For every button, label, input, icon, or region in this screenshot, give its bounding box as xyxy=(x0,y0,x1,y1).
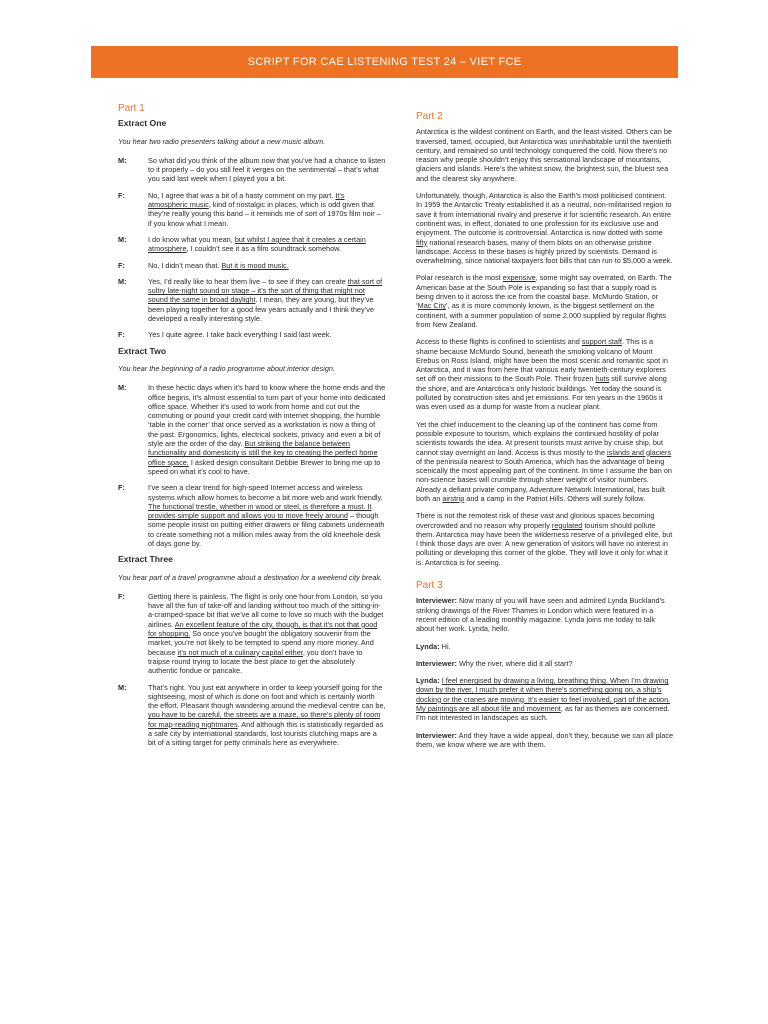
speaker-label: F: xyxy=(118,591,125,601)
speaker-label: M: xyxy=(118,155,127,165)
underlined-answer-text: regulated xyxy=(551,520,583,530)
speaker-label: Interviewer: xyxy=(416,658,457,668)
underlined-answer-text: that sort of sultry late-night sound on stage – it’s the sort of thing that might not sound the same in broad daylight xyxy=(148,276,383,305)
speaker-label: M: xyxy=(118,682,127,692)
script-text: Access to these flights is confined to scientists and xyxy=(416,337,582,347)
underlined-answer-text: Mac City xyxy=(417,301,447,311)
underlined-answer-text: airstrip xyxy=(442,493,465,503)
script-text: – though some people insist on putting either drawers or filing cabinets underneath to create something not a million miles away from the old kneehole desk of days gone by. xyxy=(148,511,385,548)
extract-two-turns xyxy=(118,383,386,548)
extract-two-intro: You hear the beginning of a radio programme about interior design. xyxy=(118,363,336,373)
speaker-label: F: xyxy=(118,190,125,200)
script-text: . I mean, they are young, but they’ve been playing together for a good few years actually and I think they’ve developed a really interesting style. xyxy=(148,295,374,324)
paragraph xyxy=(416,127,674,183)
script-text: I asked design consultant Debbie Brewer to bring me up to speed on what it’s cool to have. xyxy=(148,457,381,476)
speaker-label: M: xyxy=(118,276,127,286)
paragraph xyxy=(416,511,674,567)
dialogue-text xyxy=(148,277,386,323)
interview-turn xyxy=(416,659,674,668)
right-column xyxy=(416,112,674,757)
script-text: Unfortunately, though, Antarctica is also the Earth’s most politicised continent. In 1959 the Antarctic Treaty established it as a neutral, non-militarised region to save it from international rivalry and preserve it for scientific research. An entire continent was, in effect, donated to one profession for its exclusive use and enjoyment. The outcome is controversial. Antarctica is now dotted with some xyxy=(416,191,672,238)
dialogue-text xyxy=(148,483,386,548)
script-text: There is not the remotest risk of these vast and glorious spaces becoming overcrowded and no reason why properly xyxy=(416,511,655,530)
script-text: Getting there is painless. The flight is only one hour from London, so you have all the fun of take-off and landing without too much of the sitting-in-a-cramped-space bit that we’ve all come to love so much with the budget airlines. xyxy=(148,591,384,629)
script-text: , I couldn’t see it as a film soundtrack somehow. xyxy=(186,244,342,254)
interview-turn xyxy=(416,596,674,633)
dialogue-text xyxy=(148,191,386,228)
script-text: And they have a wide appeal, don’t they, because we can all place them, we know where we are with them. xyxy=(416,730,674,749)
underlined-answer-text: An excellent feature of the city, though, is that it’s not that good for shopping. xyxy=(148,619,378,639)
speaker-label: F: xyxy=(118,330,125,340)
script-text: Hi. xyxy=(439,641,451,651)
extract-three-turns xyxy=(118,592,386,748)
dialogue-text xyxy=(148,235,386,254)
dialogue-turn xyxy=(118,191,386,228)
script-text: tourism should pollute them. Antarctica may have been the wilderness reserve of a privileged elite, but I think those days are over. A new generation of visitors will have no interest in polluting or developing this corner of the globe. They will love it only for what it is. Antarctica is for seeing. xyxy=(416,520,673,567)
underlined-answer-text: expensive xyxy=(502,273,536,283)
underlined-answer-text: islands and glaciers xyxy=(607,447,672,457)
speaker-label: Lynda: xyxy=(416,676,440,686)
script-text: That’s right. You just eat anywhere in order to keep yourself going for the sightseeing, most of which is done on foot and which is certainly worth the effort. Pleasant though wandering around the medieval centre can be, xyxy=(148,682,386,711)
underlined-answer-text: support staff xyxy=(581,337,622,347)
script-text: of the peninsula nearest to South America, which has the advantage of being scenically the most appealing part of the continent. In time I assume the ban on non-science bases will crumble through sheer weight of visitor numbers. Already a defiant private company, Adventure Network International, has built both an xyxy=(416,456,672,503)
dialogue-turn xyxy=(118,156,386,184)
speaker-label: Interviewer: xyxy=(416,730,457,740)
part1-heading: Part 1 xyxy=(118,103,145,114)
script-text: ’, as it is more commonly known, is the biggest settlement on the continent, with a summer population of some 2,000 supplied by regular flights from New Zealand. xyxy=(416,301,666,329)
extract-three-intro: You hear part of a travel programme about a destination for a weekend city break. xyxy=(118,572,383,582)
script-text: national research bases, many of them blots on an otherwise pristine landscape. Access to these bases is highly prized by scientists. Demand is overwhelming, since national taxpayers foot bills that can run to $5,000 a week. xyxy=(416,237,673,266)
dialogue-turn xyxy=(118,235,386,254)
underlined-answer-text: huts xyxy=(595,374,610,384)
extract-three-heading: Extract Three xyxy=(118,554,173,565)
paragraph xyxy=(416,337,674,411)
underlined-answer-text: I feel energised by drawing a living, breathing thing. When I’m drawing down by the river, I much prefer it when there’s something going on, a ship’s docking or the cranes are moving. It’s easier to feel involved, part of the action. My paintings are all about life and movement xyxy=(416,676,671,714)
extract-one-intro: You hear two radio presenters talking about a new music album. xyxy=(118,136,326,146)
script-text: , you don’t have to traipse round trying to locate the best place to get the absolutely authentic fondue or pancake. xyxy=(148,647,363,676)
dialogue-text xyxy=(148,156,386,184)
underlined-answer-text: But it is mood music. xyxy=(221,260,289,270)
dialogue-text xyxy=(148,383,386,476)
script-text: Why the river, where did it all start? xyxy=(456,658,573,668)
script-text: . This is a shame because McMurdo Sound, beneath the smoking volcano of Mount Erebus on Ross Island, might have been the most scenic and romantic spot in Antarctica, and it was from here that various early twentieth-century explorers set off on their missions to the South Pole. Their frozen xyxy=(416,337,668,384)
speaker-label: Lynda: xyxy=(416,641,440,651)
script-text: So once you’ve bought the obligatory souvenir from the market, you’re not likely to be tempted to spend any more money. And because xyxy=(148,629,374,657)
speaker-label: M: xyxy=(118,234,127,244)
script-text: Yet the chief inducement to the cleaning up of the continent has come from possible exposure to tourism, which explains the continued hostility of polar scientists towards the idea. At present tourists must arrive by cruise ship, but cannot stay overnight on land. Access is thus mostly to the xyxy=(416,419,663,457)
underlined-answer-text: It’s atmospheric music xyxy=(148,190,345,210)
speaker-label: F: xyxy=(118,483,125,493)
script-text: Yes, I’d really like to hear them live – to see if they can create xyxy=(148,276,348,286)
dialogue-turn xyxy=(118,277,386,323)
speaker-label: M: xyxy=(118,383,127,393)
script-text: I do know what you mean, xyxy=(148,234,235,244)
script-text: and a camp in the Patriot Hills. Others will surely follow. xyxy=(464,493,646,503)
script-text: . And although this is statistically regarded as a safe city by international standards, lost tourists clutching maps are a bit of a sitting target for petty criminals here as everywhere. xyxy=(148,719,384,748)
dialogue-text xyxy=(148,683,386,748)
underlined-answer-text: The functional trestle, whether in wood or steel, is therefore a must. It provides simple support and allows you to move freely around xyxy=(148,501,372,521)
script-text: , kind of nostalgic in places, which is odd given that they’re really young this band – it reminds me of sort of 1970s film noir – if you know what I mean. xyxy=(148,200,381,228)
interview-turn xyxy=(416,731,674,750)
part2-heading: Part 2 xyxy=(416,111,443,122)
underlined-answer-text: you have to be careful, the streets are a maze, so there’s plenty of room for map-reading nightmares xyxy=(148,710,381,729)
dialogue-text xyxy=(148,261,386,270)
dialogue-turn xyxy=(118,261,386,270)
extract-one-turns xyxy=(118,156,386,340)
script-text: Polar research is the most xyxy=(416,273,503,283)
paragraph xyxy=(416,273,674,329)
part2-paragraphs xyxy=(416,127,674,567)
left-column xyxy=(118,100,386,755)
dialogue-text xyxy=(148,330,386,339)
dialogue-turn xyxy=(118,683,386,748)
underlined-answer-text: fifty xyxy=(416,237,428,247)
speaker-label: F: xyxy=(118,260,125,270)
interview-turn xyxy=(416,642,674,651)
script-text: So what did you think of the album now that you’ve had a chance to listen to it properly – do you still feel it verges on the sentimental – that’s what you said last week when I played you a bit. xyxy=(148,155,386,184)
dialogue-turn xyxy=(118,592,386,676)
script-text: Now many of you will have seen and admired Lynda Buckland’s striking drawings of the River Thames in London which were featured in a recent edition of a leading monthly magazine. Lynda joins me today to talk about her work. Lynda, hello. xyxy=(416,596,665,634)
document-title-banner xyxy=(91,46,678,78)
speaker-label: Interviewer: xyxy=(416,596,457,606)
paragraph xyxy=(416,420,674,504)
dialogue-text xyxy=(148,592,386,676)
part3-heading: Part 3 xyxy=(416,580,443,592)
dialogue-turn xyxy=(118,330,386,339)
script-text: No, I didn’t mean that. xyxy=(148,260,222,270)
underlined-answer-text: But striking the balance between functionality and domesticity is still the key to creating the perfect home office space. xyxy=(148,439,378,467)
script-text: Yes I quite agree. I take back everything I said last week. xyxy=(148,330,332,340)
script-text: In these hectic days when it’s hard to know where the home ends and the office begins, it’s almost essential to turn part of your home into dedicated office space. Whether it’s used to work from home and cut out the commuting or pound your credit card with internet shopping, the humble ‘table in the corner’ that once served as a workstation is now a thing of the past. Ergonomics, lights, electrical sockets, privacy and even a bit of style are the order of the day. xyxy=(148,383,386,449)
dialogue-turn xyxy=(118,483,386,548)
extract-two-heading: Extract Two xyxy=(118,345,167,356)
extract-one-heading: Extract One xyxy=(118,118,167,129)
underlined-answer-text: but whilst I agree that it creates a certain atmosphere xyxy=(148,234,366,254)
script-text: No, I agree that was a bit of a hasty comment on my part. xyxy=(148,190,336,200)
script-text: , as far as themes are concerned. I’m not interested in landscapes as such. xyxy=(416,704,670,723)
interview-turn xyxy=(416,676,674,722)
underlined-answer-text: it’s not much of a culinary capital either xyxy=(177,647,303,657)
part3-interview xyxy=(416,596,674,749)
dialogue-turn xyxy=(118,383,386,476)
script-text: Antarctica is the wildest continent on Earth, and the least visited. Others can be traversed, tamed, occupied, but Antarctica was uninhabitable until the twentieth century, and remained so until technology conquered the cold. Now there’s no reason why people shouldn’t enjoy this sensational landscape of mountains, glaciers and islands. Here’s the whitest snow, the brightest sun, the bluest sea and the clearest sky anywhere. xyxy=(416,127,672,183)
document-title: SCRIPT FOR CAE LISTENING TEST 24 – VIET FCE xyxy=(247,56,522,68)
script-text: I’ve seen a clear trend for high-speed Internet access and wireless systems which allow homes to become a bit more web and work friendly. xyxy=(148,483,383,502)
script-text: still survive along the shore, and are Antarctica’s only historic buildings. Yet today the sound is polluted by construction sites and jet emissions. For ten years in the 1960s it was even used as a dump for waste from a nuclear plant. xyxy=(416,374,667,412)
script-text: , some might say overrated, on Earth. The American base at the South Pole is expanding so fast that a supply road is being driven to it across the ice from the coastal base. McMurdo Station, or ‘ xyxy=(416,273,672,311)
paragraph xyxy=(416,191,674,265)
